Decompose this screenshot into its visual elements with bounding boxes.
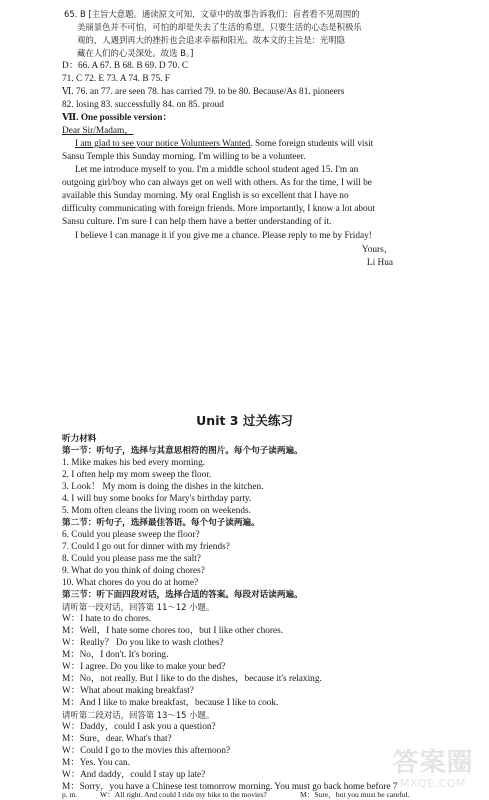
answer-row: 82. losing 83. successfully 84. on 85. proud [62,100,224,110]
dialogue-line: M：Sure，dear. What's that? [62,734,172,744]
watermark-text: 答案圈 [392,748,474,778]
writing-signature: Li Hua [366,258,393,268]
sentence-item: 7. Could I go out for dinner with my friends? [62,542,230,552]
section-heading: 第三节：听下面四段对话，选择合适的答案。每段对话读两遍。 [62,590,303,600]
sentence-item: 10. What chores do you do at home? [62,578,199,588]
sentence-item: 6. Could you please sweep the floor? [62,530,200,540]
dialogue-line: W：What about making breakfast? [62,686,194,696]
explanation-line: 美丽景色并不可怕，可怕的却是失去了生活的希望。只要生活的心态是积极乐 [77,22,362,32]
answer-row: Ⅵ. 76. an 77. are seen 78. has carried 79. to be 80. Because/As 81. pioneers [62,87,345,97]
dialogue-line: W：I hate to do chores. [62,614,152,624]
dialogue-line: W：I agree. Do you like to make your bed? [62,662,226,672]
dialogue-line: p. m. [62,790,78,799]
dialogue-line: M：Sure，but you must be careful. [300,790,410,799]
writing-paragraph-line: Sansu Temple this Sunday morning. I'm willing to be a volunteer. [62,152,306,162]
writing-paragraph-line: difficulty communicating with foreign friends. More importantly, I know a lot about [62,204,375,214]
writing-paragraph-line: outgoing girl/boy who can always get on well with others. As for the time, I will be [62,178,372,188]
dialogue-line: W：Could I go to the movies this afternoon? [62,746,231,756]
writing-paragraph-line: available this Sunday morning. My oral English is so excellent that I have no [62,191,349,201]
sentence-item: 9. What do you think of doing chores? [62,566,205,576]
writing-paragraph-line: Let me introduce myself to you. I'm a middle school student aged 15. I'm an [75,165,359,175]
listening-heading: 听力材料 [62,434,97,444]
explanation-line: 观的，人遇到再大的挫折也会追求幸福和阳光。故本文的主旨是：光明隐 [77,35,345,45]
dialogue-line: W：Really？ Do you like to wash clothes? [62,638,224,648]
sentence-item: 2. I often help my mom sweep the floor. [62,470,212,480]
sentence-item: 4. I will buy some books for Mary's birthday party. [62,494,252,504]
writing-paragraph-line: Sansu culture. I'm sure I can help them have a better understanding of it. [62,217,332,227]
dialogue-line: W：Daddy，could I ask you a question? [62,722,216,732]
writing-heading: Ⅶ. One possible version： [62,113,172,123]
explanation-line: 藏在人们的心灵深处。故选 B。] [77,48,194,58]
watermark-url: MXQE.COM [400,777,466,790]
dialogue-line: M：Sorry，you have a Chinese test tomorrow morning. You must go back home before 7 [62,782,398,792]
dialogue-line: M：No，I don't. It's boring. [62,650,169,660]
section-heading: 第二节：听句子，选择最佳答语。每个句子读两遍。 [62,518,260,528]
sentence-item: 5. Mom often cleans the living room on weekends. [62,506,251,516]
dialogue-line: M：Yes. You can. [62,758,131,768]
answer-row: 71. C 72. E 73. A 74. B 75. F [62,74,170,84]
dialogue-line: M：Well，I hate some chores too，but I like other chores. [62,626,284,636]
notice-underlined-text: I am glad to see your notice Volunteers Wanted [75,139,251,149]
unit-title: Unit 3 过关练习 [196,413,293,428]
sentence-item: 1. Mike makes his bed every morning. [62,458,206,468]
dialogue-line: W：And daddy，could I stay up late? [62,770,206,780]
dialogue-intro: 请听第二段对话，回答第 13～15 小题。 [62,710,215,720]
dialogue-intro: 请听第一段对话，回答第 11～12 小题。 [62,602,215,612]
dialogue-line: W：All right. And could I ride my bike to the movies? [100,790,267,799]
notice-rest-text: . Some foreign students will visit [250,139,374,149]
site-watermark [383,748,483,792]
writing-closing: Yours， [361,245,393,255]
section-heading: 第一节：听句子，选择与其意思相符的图片。每个句子读两遍。 [62,446,303,456]
explanation-line: 65. B [主旨大意题。通读原文可知，文章中的故事告诉我们：盲者看不见周围的 [64,9,360,19]
dialogue-line: M：No，not really. But I like to do the dishes，because it's relaxing. [62,674,322,684]
writing-paragraph-line [75,139,373,150]
sentence-item: 8. Could you please pass me the salt? [62,554,201,564]
answer-row: D：66. A 67. B 68. B 69. D 70. C [62,61,189,71]
writing-paragraph-line: I believe I can manage it if you give me a chance. Please reply to me by Friday! [75,231,372,241]
writing-salutation: Dear Sir/Madam， [62,126,134,136]
dialogue-line: M：And I like to make breakfast，because I like to cook. [62,698,279,708]
sentence-item: 3. Look！ My mom is doing the dishes in the kitchen. [62,482,264,492]
